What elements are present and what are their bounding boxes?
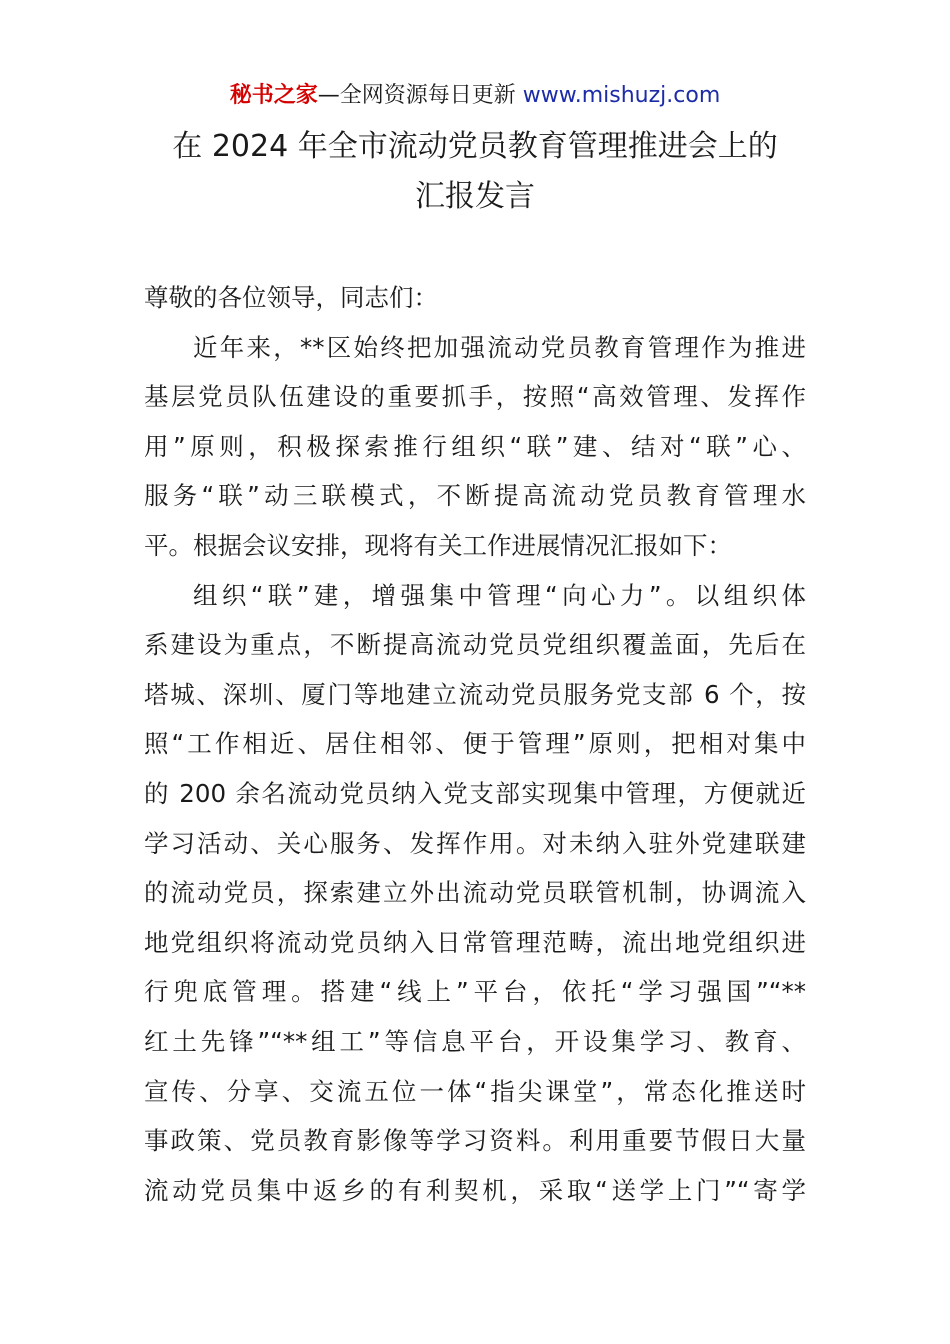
- paragraph-line: 事政策、党员教育影像等学习资料。利用重要节假日大量: [144, 1126, 806, 1156]
- paragraph-line: 组织“联”建，增强集中管理“向心力”。以组织体: [193, 580, 806, 610]
- header-tagline: —全网资源每日更新: [317, 83, 523, 108]
- document-title: [100, 122, 850, 222]
- title-line: 汇报发言: [415, 179, 535, 214]
- paragraph-line: 系建设为重点，不断提高流动党员党组织覆盖面，先后在: [144, 630, 806, 660]
- paragraph-line: 的 200 余名流动党员纳入党支部实现集中管理，方便就近: [144, 778, 806, 808]
- paragraph-line: 服务“联”动三联模式，不断提高流动党员教育管理水: [144, 481, 806, 511]
- site-header: [0, 80, 950, 112]
- paragraph-line: 学习活动、关心服务、发挥作用。对未纳入驻外党建联建: [144, 828, 806, 858]
- paragraph-line: 宣传、分享、交流五位一体“指尖课堂”，常态化推送时: [144, 1076, 806, 1106]
- site-url-link[interactable]: www.mishuzj.com: [522, 83, 721, 108]
- paragraph-line: 红土先锋”“**组工”等信息平台，开设集学习、教育、: [144, 1026, 806, 1056]
- paragraph-line: 塔城、深圳、厦门等地建立流动党员服务党支部 6 个，按: [144, 679, 806, 709]
- salutation: 尊敬的各位领导，同志们：: [144, 283, 438, 312]
- paragraph-line: 流动党员集中返乡的有利契机，采取“送学上门”“寄学: [144, 1175, 806, 1205]
- paragraph-line: 用”原则，积极探索推行组织“联”建、结对“联”心、: [144, 431, 806, 461]
- title-line: 在 2024 年全市流动党员教育管理推进会上的: [172, 129, 778, 164]
- paragraph-line: 照“工作相近、居住相邻、便于管理”原则，把相对集中: [144, 729, 806, 759]
- brand-name: 秘书之家: [229, 83, 318, 108]
- paragraph-line: 近年来，**区始终把加强流动党员教育管理作为推进: [193, 332, 806, 362]
- paragraph-line: 平。根据会议安排，现将有关工作进展情况汇报如下：: [144, 530, 732, 560]
- paragraph-line: 行兜底管理。搭建“线上”平台，依托“学习强国”“**: [144, 977, 806, 1007]
- paragraph-line: 基层党员队伍建设的重要抓手，按照“高效管理、发挥作: [144, 382, 806, 412]
- document-body: [144, 273, 806, 1215]
- paragraph-line: 的流动党员，探索建立外出流动党员联管机制，协调流入: [144, 878, 806, 908]
- paragraph-line: 地党组织将流动党员纳入日常管理范畴，流出地党组织进: [144, 927, 806, 957]
